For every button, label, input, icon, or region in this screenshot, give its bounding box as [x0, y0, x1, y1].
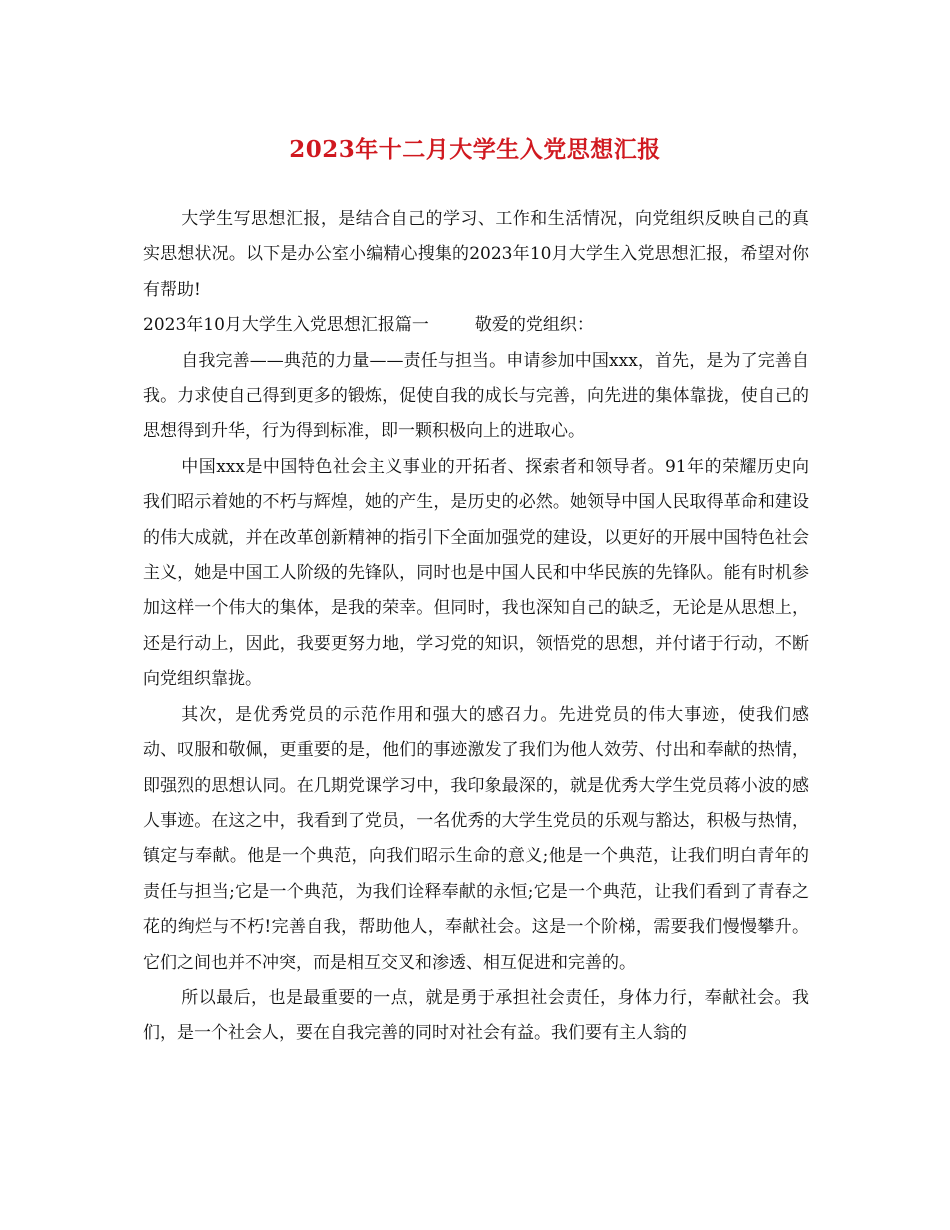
- body-paragraph-4: 所以最后，也是最重要的一点，就是勇于承担社会责任，身体力行，奉献社会。我们，是一个社会人，要在自我完善的同时对社会有益。我们要有主人翁的: [143, 987, 809, 1044]
- body-paragraph-2: 中国xxx是中国特色社会主义事业的开拓者、探索者和领导者。91年的荣耀历史向我们昭示着她的不朽与辉煌，她的产生，是历史的必然。她领导中国人民取得革命和建设的伟大成就，并在改革创新精神的指引下全面加强党的建设，以更好的开展中国特色社会主义，她是中国工人阶级的先锋队，同时也是中国人民和中华民族的先锋队。能有时机参加这样一个伟大的集体，是我的荣幸。但同时，我也深知自己的缺乏，无论是从思想上，还是行动上，因此，我要更努力地，学习党的知识，领悟党的思想，并付诸于行动，不断向党组织靠拢。: [143, 456, 809, 690]
- section-heading: 2023年10月大学生入党思想汇报篇一: [143, 315, 429, 336]
- intro-paragraph: 大学生写思想汇报，是结合自己的学习、工作和生活情况，向党组织反映自己的真实思想状况。以下是办公室小编精心搜集的2023年10月大学生入党思想汇报，希望对你有帮助!: [143, 209, 809, 300]
- salutation: 敬爱的党组织：: [474, 315, 594, 336]
- body-paragraph-3: 其次，是优秀党员的示范作用和强大的感召力。先进党员的伟大事迹，使我们感动、叹服和敬佩，更重要的是，他们的事迹激发了我们为他人效劳、付出和奉献的热情，即强烈的思想认同。在几期党课学习中，我印象最深的，就是优秀大学生党员蒋小波的感人事迹。在这之中，我看到了党员，一名优秀的大学生党员的乐观与豁达，积极与热情，镇定与奉献。他是一个典范，向我们昭示生命的意义;他是一个典范，让我们明白青年的责任与担当;它是一个典范，为我们诠释奉献的永恒;它是一个典范，让我们看到了青春之花的绚烂与不朽!完善自我，帮助他人，奉献社会。这是一个阶梯，需要我们慢慢攀升。它们之间也并不冲突，而是相互交叉和渗透、相互促进和完善的。: [143, 704, 809, 973]
- document-title: 2023年十二月大学生入党思想汇报: [289, 136, 661, 163]
- body-paragraph-1: 自我完善——典范的力量——责任与担当。申请参加中国xxx，首先，是为了完善自我。力求使自己得到更多的锻炼，促使自我的成长与完善，向先进的集体靠拢，使自己的思想得到升华，行为得到标准，即一颗积极向上的进取心。: [143, 350, 809, 442]
- section-heading-line: [143, 308, 809, 343]
- document-body: [143, 202, 809, 1052]
